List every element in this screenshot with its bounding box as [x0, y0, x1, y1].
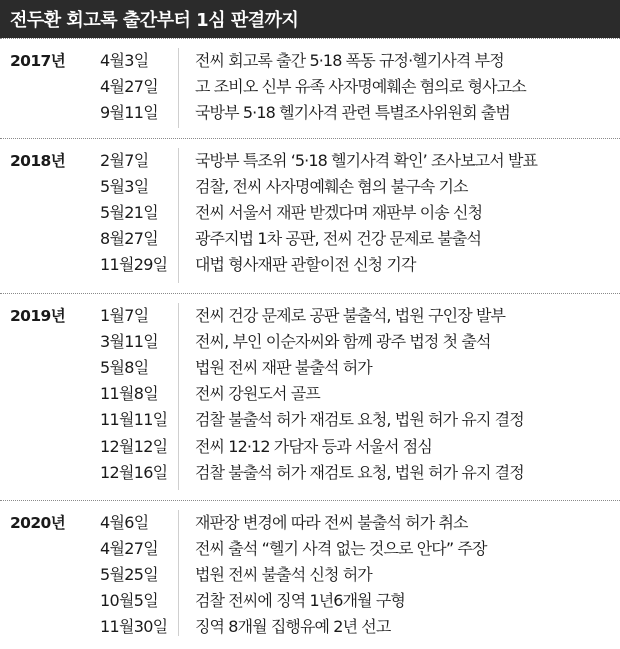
timeline-divider-line [178, 48, 179, 128]
event-date: 4월27일 [100, 539, 158, 559]
event-date: 11월30일 [100, 617, 168, 637]
event-description: 법원 전씨 불출석 신청 허가 [195, 565, 372, 585]
year-label: 2019년 [10, 307, 66, 325]
title-bar [0, 0, 620, 38]
section-divider [0, 293, 620, 294]
timeline-divider-line [178, 303, 179, 490]
event-description: 재판장 변경에 따라 전씨 불출석 허가 취소 [195, 513, 468, 532]
section-divider [0, 500, 620, 501]
event-description: 전씨 12·12 가담자 등과 서울서 점심 [195, 436, 432, 456]
event-date: 5월21일 [100, 203, 158, 223]
page-title: 전두환 회고록 출간부터 1심 판결까지 [10, 10, 299, 31]
event-description: 검찰 불출석 허가 재검토 요청, 법원 허가 유지 결정 [195, 462, 524, 482]
event-date: 12월16일 [100, 462, 168, 482]
event-date: 2월7일 [100, 151, 149, 170]
event-description: 광주지법 1차 공판, 전씨 건강 문제로 불출석 [195, 229, 482, 249]
event-date: 5월25일 [100, 565, 158, 585]
event-date: 11월8일 [100, 384, 158, 404]
year-label: 2018년 [10, 152, 66, 170]
event-description: 국방부 특조위 ‘5·18 헬기사격 확인’ 조사보고서 발표 [195, 151, 538, 170]
event-date: 1월7일 [100, 306, 149, 325]
event-description: 국방부 5·18 헬기사격 관련 특별조사위원회 출범 [195, 103, 510, 123]
event-date: 8월27일 [100, 229, 158, 249]
event-date: 9월11일 [100, 103, 158, 123]
event-description: 고 조비오 신부 유족 사자명예훼손 혐의로 형사고소 [195, 77, 526, 97]
year-label: 2017년 [10, 52, 66, 70]
event-description: 전씨 강원도서 골프 [195, 384, 320, 404]
event-date: 11월11일 [100, 410, 168, 430]
event-date: 5월8일 [100, 358, 149, 378]
timeline-divider-line [178, 510, 179, 636]
event-description: 검찰 불출석 허가 재검토 요청, 법원 허가 유지 결정 [195, 410, 524, 430]
event-date: 11월29일 [100, 255, 168, 275]
event-description: 전씨, 부인 이순자씨와 함께 광주 법정 첫 출석 [195, 332, 491, 352]
event-description: 전씨 건강 문제로 공판 불출석, 법원 구인장 발부 [195, 306, 506, 325]
year-label: 2020년 [10, 514, 66, 532]
event-description: 법원 전씨 재판 불출석 허가 [195, 358, 372, 378]
section-divider [0, 138, 620, 139]
timeline-divider-line [178, 148, 179, 283]
event-date: 4월3일 [100, 51, 149, 70]
event-date: 4월6일 [100, 513, 149, 532]
event-date: 5월3일 [100, 177, 149, 197]
event-description: 전씨 회고록 출간 5·18 폭동 규정·헬기사격 부정 [195, 51, 504, 70]
event-description: 징역 8개월 집행유예 2년 선고 [195, 617, 391, 637]
event-date: 12월12일 [100, 436, 168, 456]
event-date: 4월27일 [100, 77, 158, 97]
event-description: 검찰, 전씨 사자명예훼손 혐의 불구속 기소 [195, 177, 468, 197]
event-description: 대법 형사재판 관할이전 신청 기각 [195, 255, 416, 275]
event-description: 전씨 서울서 재판 받겠다며 재판부 이송 신청 [195, 203, 483, 223]
event-date: 10월5일 [100, 591, 158, 611]
section-divider [0, 38, 620, 39]
event-description: 전씨 출석 “헬기 사격 없는 것으로 안다” 주장 [195, 539, 487, 559]
event-description: 검찰 전씨에 징역 1년6개월 구형 [195, 591, 405, 611]
event-date: 3월11일 [100, 332, 158, 352]
